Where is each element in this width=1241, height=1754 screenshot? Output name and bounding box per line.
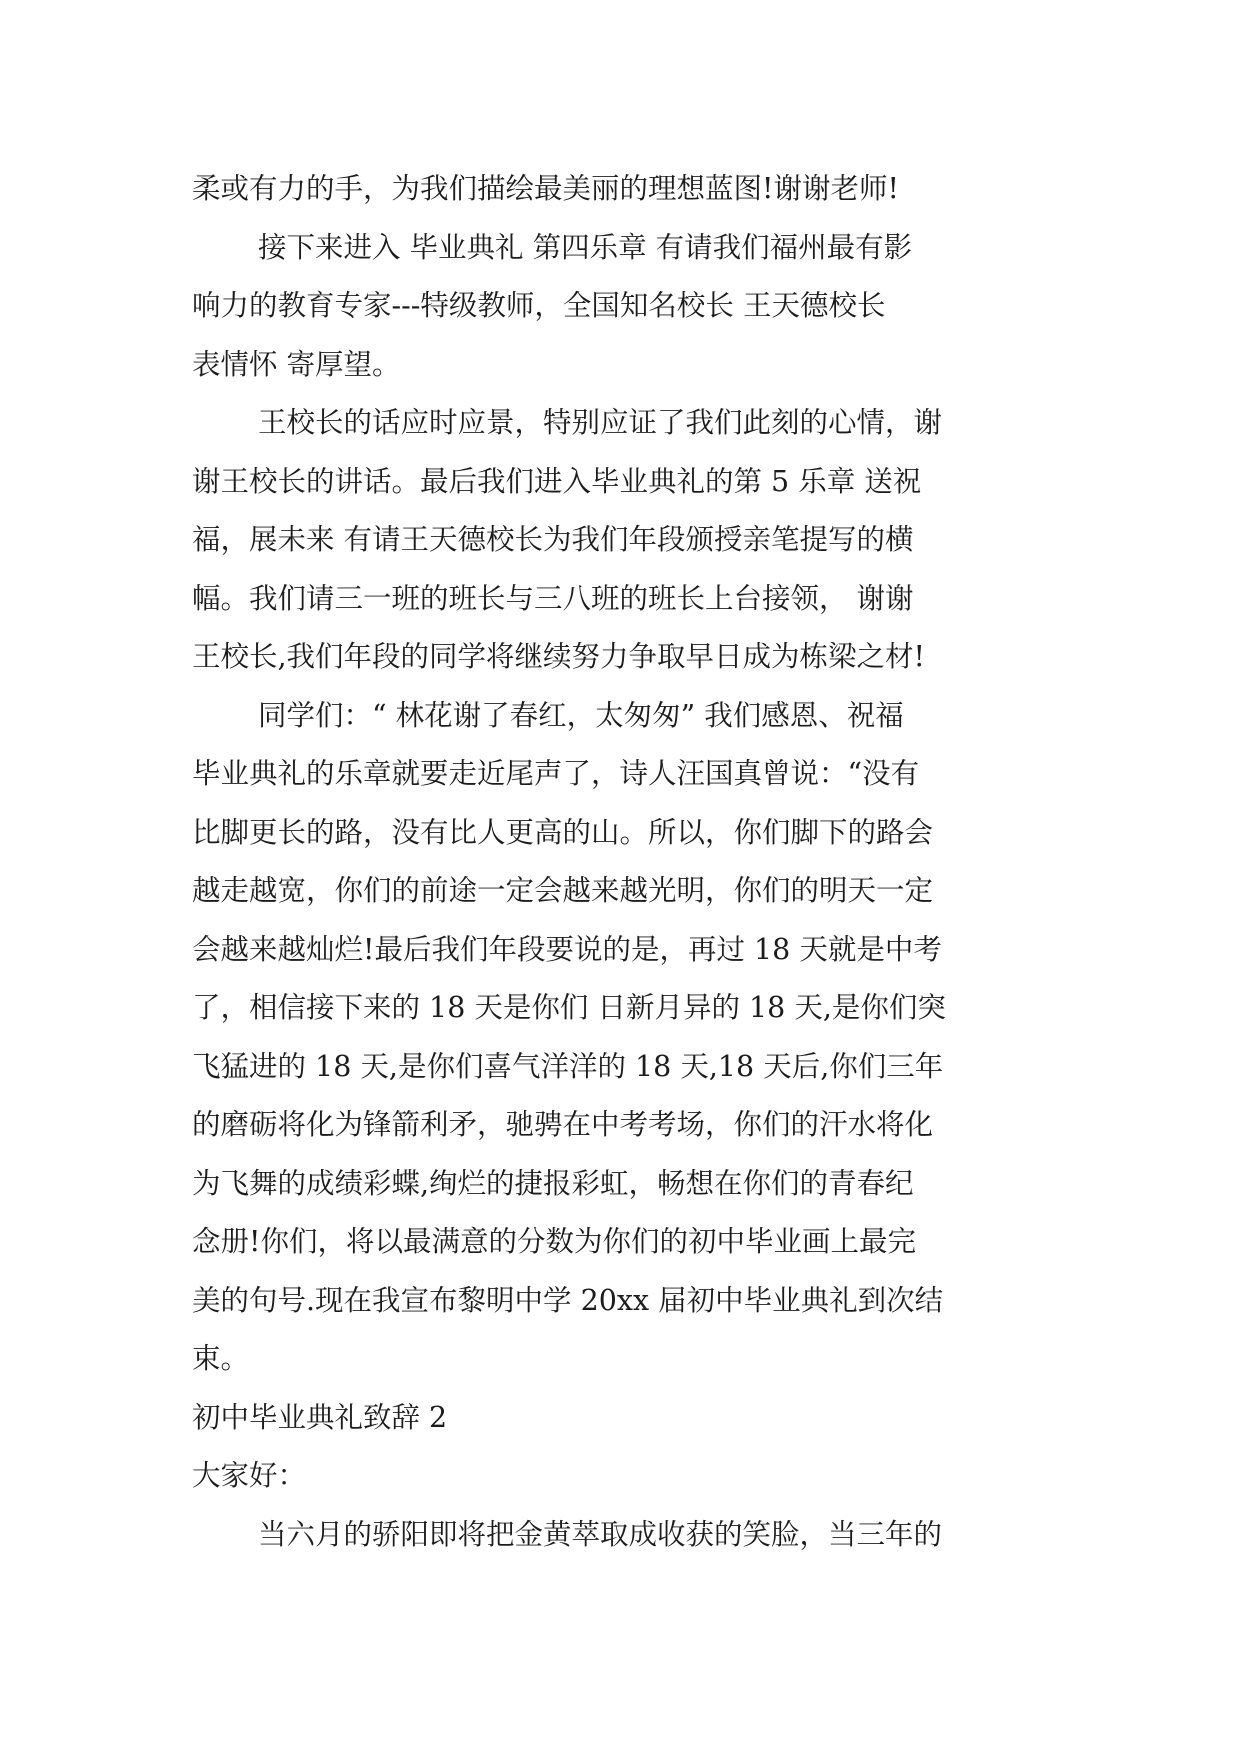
text-line: 响力的教育专家---特级教师，全国知名校长 王天德校长 [192,289,886,322]
text-line: 谢王校长的讲话。最后我们进入毕业典礼的第 5 乐章 送祝 [192,464,922,498]
paragraph-start-line: 当六月的骄阳即将把金黄萃取成收获的笑脸，当三年的 [258,1517,943,1551]
text-line: 王校长,我们年段的同学将继续努力争取早日成为栋梁之材! [192,640,926,673]
salutation-line: 大家好： [192,1459,307,1492]
paragraph-start-line: 王校长的话应时应景，特别应证了我们此刻的心情，谢 [258,406,943,439]
text-line: 越走越宽，你们的前途一定会越来越光明，你们的明天一定 [192,874,934,907]
text-line: 表情怀 寄厚望。 [192,347,401,381]
text-line: 柔或有力的手，为我们描绘最美丽的理想蓝图!谢谢老师! [192,172,899,205]
paragraph-start-line: 同学们：“ 林花谢了春红，太匆匆” 我们感恩、祝福 [258,698,904,732]
document-body [192,160,1062,1564]
text-line: 了，相信接下来的 18 天是你们 日新月异的 18 天,是你们突 [192,991,946,1024]
text-line: 会越来越灿烂!最后我们年段要说的是，再过 18 天就是中考 [192,932,942,966]
text-line: 念册!你们，将以最满意的分数为你们的初中毕业画上最完 [192,1225,916,1258]
paragraph-start-line: 接下来进入 毕业典礼 第四乐章 有请我们福州最有影 [258,230,913,264]
text-line: 飞猛进的 18 天,是你们喜气洋洋的 18 天,18 天后,你们三年 [192,1049,944,1083]
text-line: 毕业典礼的乐章就要走近尾声了，诗人汪国真曾说：“没有 [192,757,920,790]
text-line: 美的句号.现在我宣布黎明中学 20xx 届初中毕业典礼到次结 [192,1283,944,1317]
text-line: 为飞舞的成绩彩蝶,绚烂的捷报彩虹，畅想在你们的青春纪 [192,1166,914,1200]
text-line: 的磨砺将化为锋箭利矛，驰骋在中考考场，你们的汗水将化 [192,1108,934,1141]
text-line: 幅。我们请三一班的班长与三八班的班长上台接领， 谢谢 [192,581,914,615]
text-line: 束。 [192,1342,250,1375]
text-line: 福，展未来 有请王天德校长为我们年段颁授亲笔提写的横 [192,523,914,556]
text-line: 比脚更长的路，没有比人更高的山。所以，你们脚下的路会 [192,815,934,849]
section-heading: 初中毕业典礼致辞 2 [192,1400,448,1434]
